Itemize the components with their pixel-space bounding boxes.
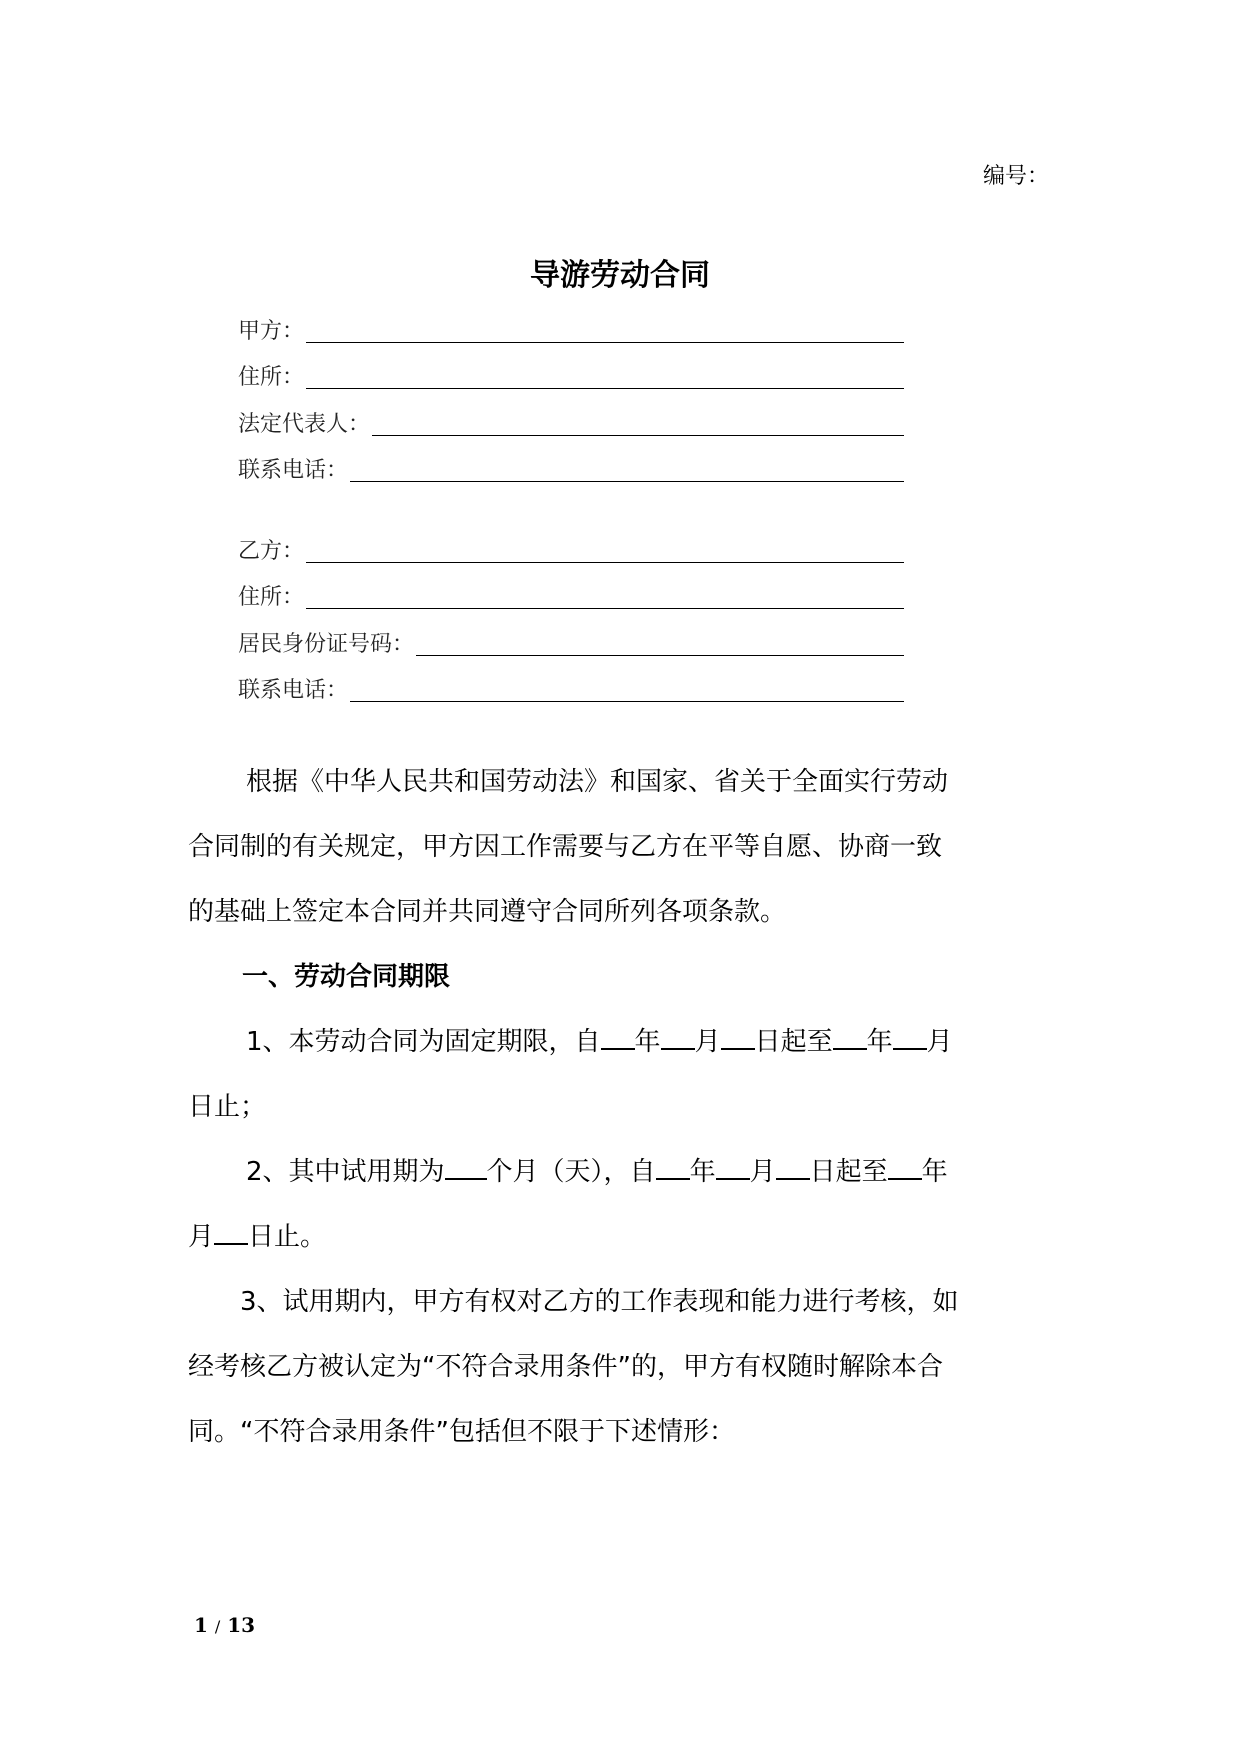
probation-length-blank[interactable] bbox=[445, 1158, 487, 1180]
party-b-address-field[interactable] bbox=[238, 580, 904, 612]
month-unit: 月 bbox=[694, 1027, 721, 1057]
clause-3-line-2: 经考核乙方被认定为“不符合录用条件”的，甲方有权随时解除本合 bbox=[188, 1352, 943, 1382]
party-b-address-blank[interactable] bbox=[306, 607, 904, 609]
party-a-name-blank[interactable] bbox=[306, 341, 904, 343]
start-month-blank[interactable] bbox=[661, 1028, 695, 1050]
end-year-blank[interactable] bbox=[833, 1028, 867, 1050]
year-unit: 年 bbox=[866, 1027, 893, 1057]
day-end-text: 日止。 bbox=[248, 1222, 327, 1252]
year-unit: 年 bbox=[634, 1027, 661, 1057]
party-b-phone-blank[interactable] bbox=[350, 700, 904, 702]
party-b-name-label: 乙方： bbox=[238, 539, 305, 564]
intro-line-1: 根据《中华人民共和国劳动法》和国家、省关于全面实行劳动 bbox=[246, 767, 949, 797]
clause-3-line-3: 同。“不符合录用条件”包括但不限于下述情形： bbox=[188, 1417, 735, 1447]
page-separator: / bbox=[214, 1617, 221, 1636]
party-b-id-blank[interactable] bbox=[416, 654, 904, 656]
clause-2-line-1 bbox=[188, 1140, 1058, 1205]
clause-2-text: 2、其中试用期为 bbox=[246, 1157, 445, 1187]
clause-1-text: 1、本劳动合同为固定期限，自 bbox=[246, 1027, 601, 1057]
party-b-name-field[interactable] bbox=[238, 534, 904, 566]
party-b-phone-field[interactable] bbox=[238, 673, 904, 705]
intro-line-3: 的基础上签定本合同并共同遵守合同所列各项条款。 bbox=[188, 897, 787, 927]
current-page: 1 bbox=[194, 1613, 208, 1637]
clause-2-line-2 bbox=[188, 1205, 1058, 1270]
section-1-heading: 一、劳动合同期限 bbox=[242, 962, 451, 992]
intro-line-2: 合同制的有关规定，甲方因工作需要与乙方在平等自愿、协商一致 bbox=[188, 832, 943, 862]
party-a-legal-rep-blank[interactable] bbox=[372, 434, 904, 436]
party-a-legal-rep-field[interactable] bbox=[238, 407, 904, 439]
probation-end-day-blank[interactable] bbox=[214, 1223, 248, 1245]
party-a-address-label: 住所： bbox=[238, 365, 305, 390]
year-unit: 年 bbox=[921, 1157, 948, 1187]
until-text: 日起至 bbox=[754, 1027, 833, 1057]
probation-end-year-blank[interactable] bbox=[888, 1158, 922, 1180]
party-b-id-field[interactable] bbox=[238, 627, 904, 659]
party-b-id-label: 居民身份证号码： bbox=[238, 632, 415, 657]
page-number bbox=[194, 1612, 255, 1640]
probation-start-day-blank[interactable] bbox=[776, 1158, 810, 1180]
party-a-name-field[interactable] bbox=[238, 314, 904, 346]
clause-1-line-2: 日止； bbox=[188, 1092, 267, 1122]
probation-start-year-blank[interactable] bbox=[656, 1158, 690, 1180]
year-unit: 年 bbox=[689, 1157, 716, 1187]
clause-3-line-1: 3、试用期内，甲方有权对乙方的工作表现和能力进行考核，如 bbox=[240, 1287, 959, 1317]
start-year-blank[interactable] bbox=[601, 1028, 635, 1050]
party-a-legal-rep-label: 法定代表人： bbox=[238, 412, 371, 437]
party-b-name-blank[interactable] bbox=[306, 561, 904, 563]
month-unit: 月 bbox=[188, 1222, 215, 1252]
document-number-label: 编号： bbox=[983, 164, 1050, 189]
party-a-address-field[interactable] bbox=[238, 360, 904, 392]
party-a-phone-blank[interactable] bbox=[350, 480, 904, 482]
party-b-phone-label: 联系电话： bbox=[238, 678, 349, 703]
party-a-phone-label: 联系电话： bbox=[238, 458, 349, 483]
contract-body bbox=[188, 750, 1058, 1465]
party-a-phone-field[interactable] bbox=[238, 453, 904, 485]
end-month-blank[interactable] bbox=[893, 1028, 927, 1050]
start-day-blank[interactable] bbox=[721, 1028, 755, 1050]
until-text: 日起至 bbox=[809, 1157, 888, 1187]
party-b-address-label: 住所： bbox=[238, 585, 305, 610]
document-title: 导游劳动合同 bbox=[530, 258, 710, 293]
party-a-name-label: 甲方： bbox=[238, 319, 305, 344]
month-unit: 月 bbox=[749, 1157, 776, 1187]
party-a-address-blank[interactable] bbox=[306, 387, 904, 389]
month-unit: 月 bbox=[926, 1027, 953, 1057]
clause-1-line-1 bbox=[188, 1010, 1058, 1075]
probation-start-month-blank[interactable] bbox=[716, 1158, 750, 1180]
probation-unit-text: 个月（天），自 bbox=[486, 1157, 656, 1187]
total-pages: 13 bbox=[227, 1613, 256, 1637]
